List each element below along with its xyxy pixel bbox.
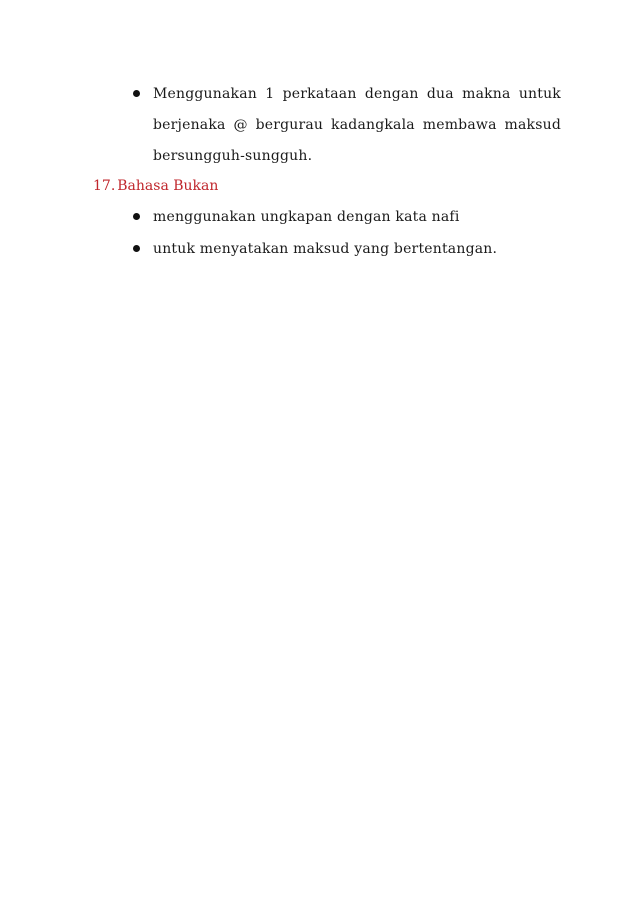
bullet-dot-icon	[133, 245, 140, 252]
bullet-dot-icon	[133, 90, 140, 97]
section-number: 17.	[93, 178, 116, 194]
bullet-text-line: berjenaka @ bergurau kadangkala membawa maksud	[153, 117, 561, 133]
section-17-heading	[93, 176, 218, 196]
bullet-text-line: Menggunakan 1 perkataan dengan dua makna untuk	[153, 86, 561, 102]
bullet-dot-icon	[133, 213, 140, 220]
section-title: Bahasa Bukan	[117, 178, 219, 194]
bullet-text-line: menggunakan ungkapan dengan kata nafi	[153, 209, 460, 225]
bullet-text-line: bersungguh-sungguh.	[153, 148, 313, 164]
bullet-text-line: untuk menyatakan maksud yang bertentangan.	[153, 241, 498, 257]
